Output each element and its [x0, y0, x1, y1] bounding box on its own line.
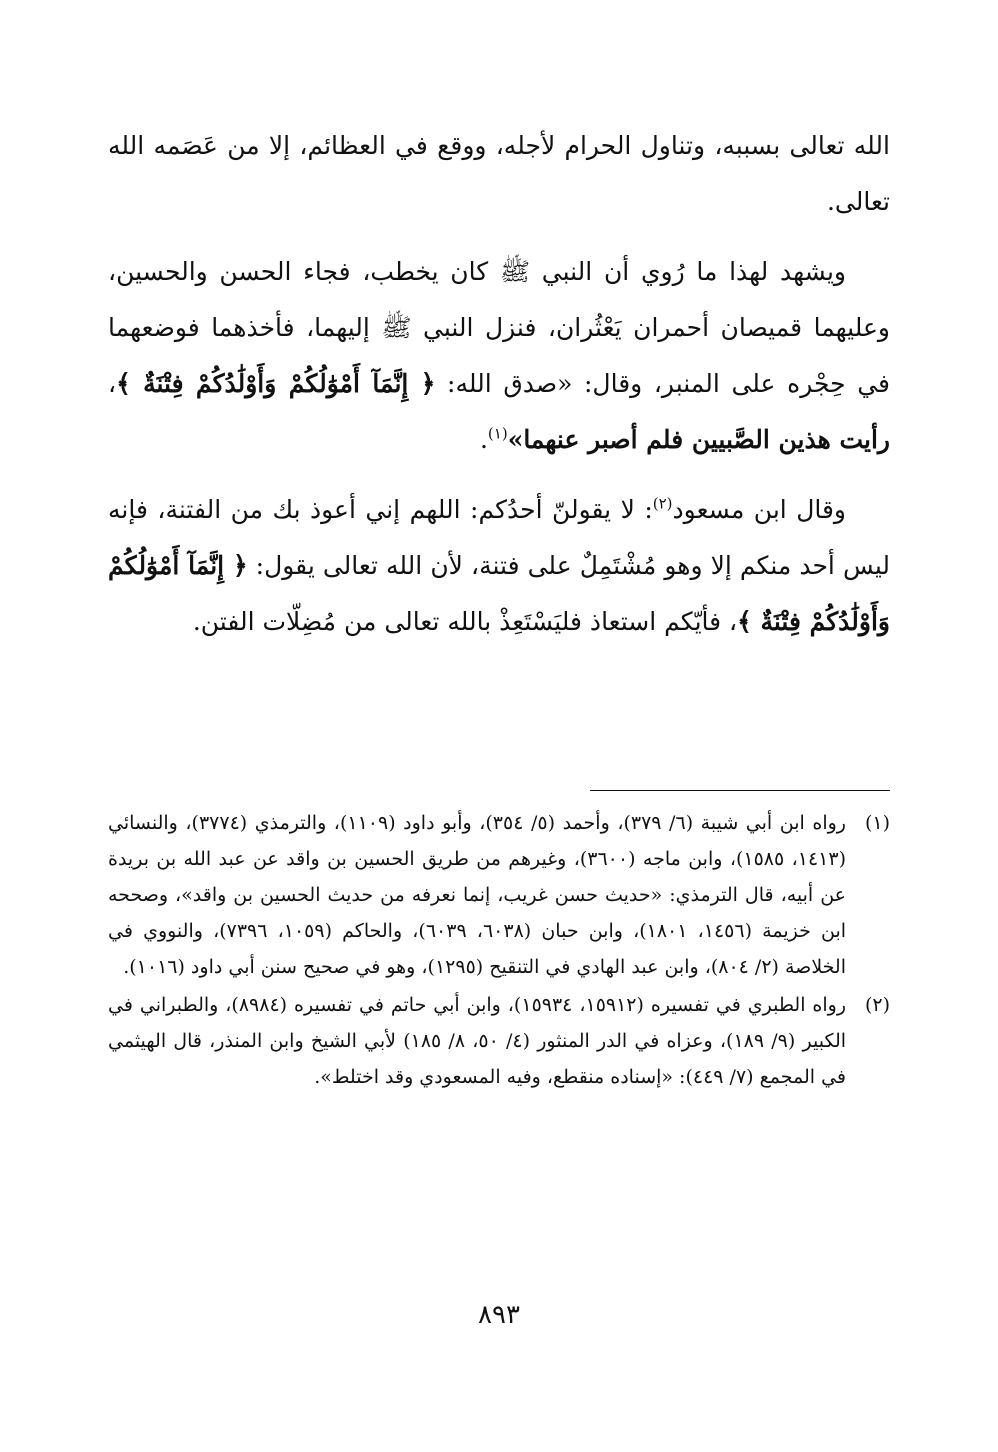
footnote-number: (١) [864, 812, 890, 834]
quran-verse: ﴿ إِنَّمَآ أَمْوَٰلُكُمْ وَأَوْلَٰدُكُمْ فِتْنَةٌ ﴾ [116, 369, 436, 398]
footnote-divider [590, 790, 890, 791]
footnote-number: (٢) [864, 994, 890, 1016]
main-text [108, 118, 890, 650]
quran-verse: ﴿ إِنَّمَآ أَمْوَٰلُكُمْ وَأَوْلَٰدُكُمْ فِتْنَةٌ ﴾ [108, 551, 890, 636]
footnote-2 [108, 987, 890, 1095]
footnote-1 [108, 805, 890, 985]
paragraph-2: ويشهد لهذا ما رُوي أن النبي ﷺ كان يخطب، فجاء الحسن والحسين، وعليهما قميصان أحمران يَعْثُران، فنزل النبي ﷺ إليهما، فأخذهما فوضعهما في حِجْره على المنبر، وقال: «صدق الله: ﴿ إِنَّمَآ أَمْوَٰلُكُمْ وَأَوْلَٰدُكُمْ فِتْنَةٌ ﴾، رأيت هذين الصَّبيين فلم أصبر عنهما»$^{(١)}$. [108, 257, 890, 454]
footnote-ref-2[interactable]: (٢) [652, 494, 673, 513]
footnote-text: رواه الطبري في تفسيره (١٥٩١٢، ١٥٩٣٤)، وابن أبي حاتم في تفسيره (٨٩٨٤)، والطبراني في الكبير (٩/ ١٨٩)، وعزاه في الدر المنثور (٤/ ٥٠، ٨/ ١٨٥) لأبي الشيخ وابن المنذر، قال الهيثمي في المجمع (٧/ ٤٤٩): «إسناده منقطع، وفيه المسعودي وقد اختلط». [108, 994, 847, 1088]
paragraph-2-text: ويشهد لهذا ما رُوي أن النبي ﷺ كان يخطب، فجاء الحسن والحسين، وعليهما قميصان أحمران يَعْثُران، فنزل النبي ﷺ إليهما، فأخذهما فوضعهما في حِجْره على المنبر، وقال: «صدق الله: [108, 257, 890, 398]
footnote-ref-1[interactable]: (١) [487, 424, 508, 443]
footnote-text: رواه ابن أبي شيبة (٦/ ٣٧٩)، وأحمد (٥/ ٣٥٤)، وأبو داود (١١٠٩)، والترمذي (٣٧٧٤)، والنسائي (١٤١٣، ١٥٨٥)، وابن ماجه (٣٦٠٠)، وغيرهم من طريق الحسين بن واقد عن عبد الله بن بريدة عن أبيه، قال الترمذي: «حديث حسن غريب، إنما نعرفه من حديث الحسين بن واقد»، وصححه ابن خزيمة (١٤٥٦، ١٨٠١)، وابن حبان (٦٠٣٨، ٦٠٣٩)، والحاكم (١٠٥٩، ٧٣٩٦)، والنووي في الخلاصة (٢/ ٨٠٤)، وابن عبد الهادي في التنقيح (١٢٩٥)، وهو في صحيح سنن أبي داود (١٠١٦). [108, 812, 847, 978]
separator: ، [108, 369, 117, 398]
footnotes [108, 805, 890, 1097]
page-number: ٨٩٣ [478, 1300, 520, 1330]
hadith-quote: رأيت هذين الصَّبيين فلم أصبر عنهما» [507, 425, 890, 454]
paragraph-1: الله تعالى بسببه، وتناول الحرام لأجله، ووقع في العظائم، إلا من عَصَمه الله تعالى. [108, 131, 890, 216]
paragraph-3: وقال ابن مسعود$^{(٢)}$: لا يقولنّ أحدُكم: اللهم إني أعوذ بك من الفتنة، فإنه ليس أحد منكم إلا وهو مُشْتَمِلٌ على فتنة، لأن الله تعالى يقول: ﴿ إِنَّمَآ أَمْوَٰلُكُمْ وَأَوْلَٰدُكُمْ فِتْنَةٌ ﴾، فأيّكم استعاذ فليَسْتَعِذْ بالله تعالى من مُضِلّات الفتن. [108, 494, 890, 636]
